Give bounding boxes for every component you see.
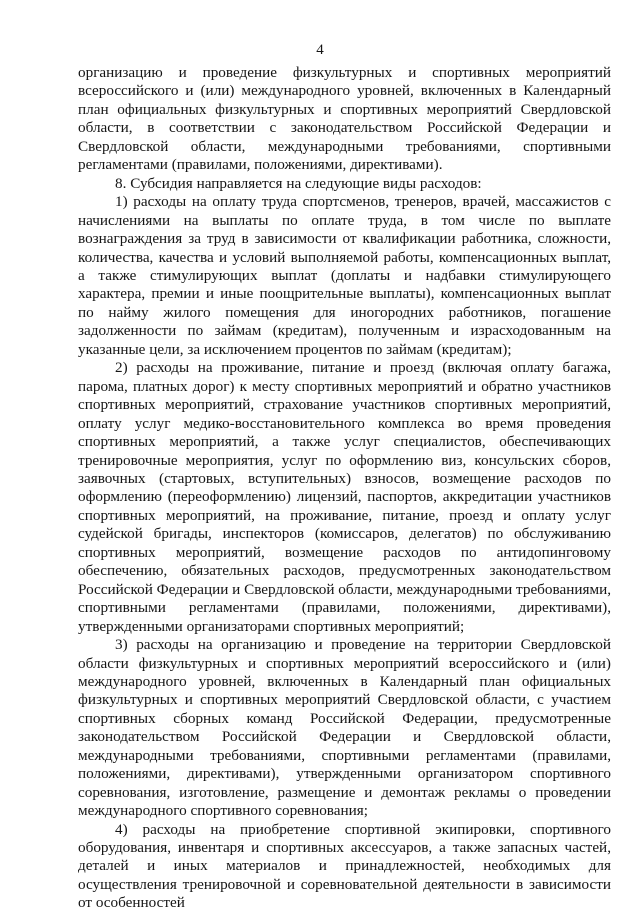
paragraph-item-3: 3) расходы на организацию и проведение на территории Свердловской области физкультурных и спортивных мероприятий всероссийского и (или) международного уровней, включенных в Календарный план официальных физкультурных и спортивных мероприятий Свердловской области, с участием спортивных сборных команд Российской Федерации, предусмотренные законодательством Российской Федерации и Свердловской области, международными требованиями, спортивными регламентами (правилами, положениями, директивами), утвержденными организатором спортивного соревнования, изготовление, размещение и демонтаж рекламы о проведении международного спортивного соревнования;: [78, 636, 611, 820]
paragraph-item-4: 4) расходы на приобретение спортивной экипировки, спортивного оборудования, инвентаря и спортивных аксессуаров, а также запасных частей, деталей и иных материалов и принадлежностей, необходимых для осуществления тренировочной и соревновательной деятельности в зависимости от особенностей: [78, 820, 611, 912]
paragraph-item-2: 2) расходы на проживание, питание и проезд (включая оплату багажа, парома, платных дорог) к месту спортивных мероприятий и обратно участников спортивных мероприятий, страхование участников спортивных мероприятий, оплату услуг медико-восстановительного комплекса во время проведения спортивных мероприятий, а также услуг специалистов, обеспечивающих тренировочные мероприятия, услуг по оформлению виз, консульских сборов, заявочных (стартовых, вступительных) взносов, возмещение расходов по оформлению (переоформлению) лицензий, паспортов, аккредитации участников спортивных мероприятий, на проживание, питание, проезд и оплату услуг судейской бригады, инспекторов (комиссаров, делегатов) по обслуживанию спортивных мероприятий, возмещение расходов по антидопинговому обеспечению, обязательных расходов, предусмотренных законодательством Российской Федерации и Свердловской области, международными требованиями, спортивными регламентами (правилами, положениями, директивами), утвержденными организаторами спортивных мероприятий;: [78, 359, 611, 635]
paragraph-item-1: 1) расходы на оплату труда спортсменов, тренеров, врачей, массажистов с начислениями на выплаты по оплате труда, в том числе по выплате вознаграждения за труд в зависимости от квалификации работника, сложности, количества, качества и условий выполняемой работы, компенсационных выплат, а также стимулирующих выплат (доплаты и надбавки стимулирующего характера, премии и иные поощрительные выплаты), компенсационных выплат по найму жилого помещения для иногородних работников, погашение задолженности по займам (кредитам), полученным и израсходованным на указанные цели, за исключением процентов по займам (кредитам);: [78, 193, 611, 358]
document-body: [78, 64, 611, 913]
paragraph-continuation: организацию и проведение физкультурных и спортивных мероприятий всероссийского и (или) международного уровней, включенных в Календарный план официальных физкультурных и спортивных мероприятий Свердловской области, в соответствии с законодательством Российской Федерации и Свердловской области, международными требованиями, спортивными регламентами (правилами, положениями, директивами).: [78, 64, 611, 174]
paragraph-clause-8: 8. Субсидия направляется на следующие виды расходов:: [115, 174, 482, 192]
page-number: 4: [316, 42, 324, 58]
